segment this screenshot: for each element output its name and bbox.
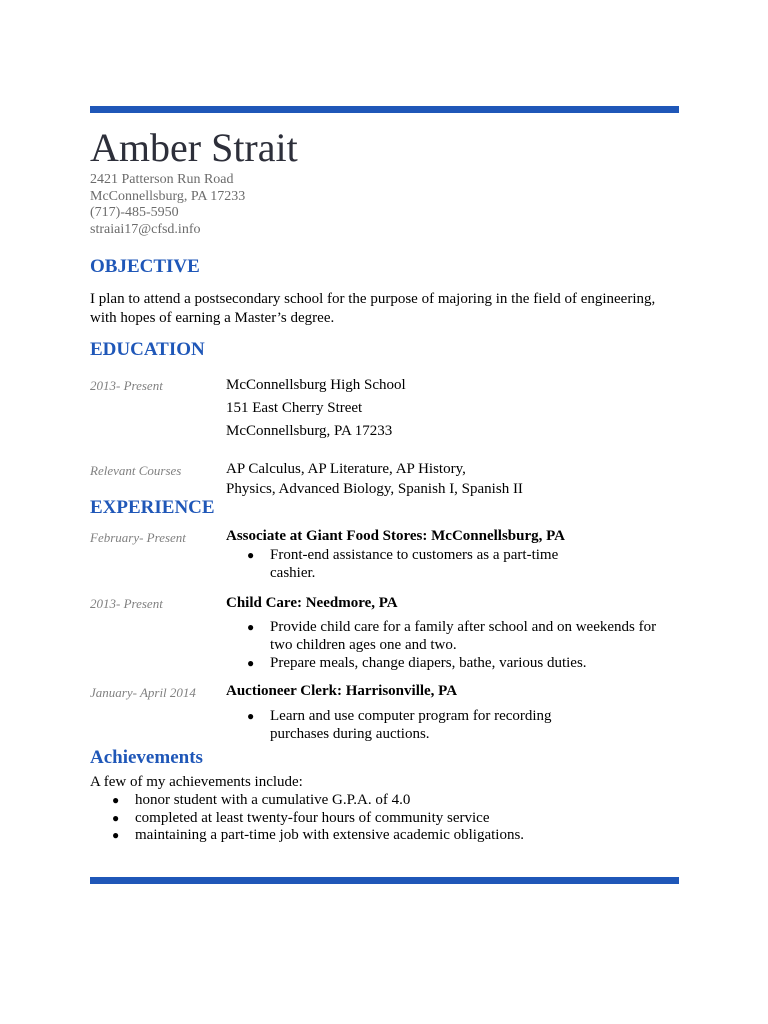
list-item: ● completed at least twenty-four hours of community service <box>112 810 524 828</box>
experience-heading: EXPERIENCE <box>90 497 215 518</box>
job-3-date: January- April 2014 <box>90 685 196 700</box>
list-item: ● maintaining a part-time job with extensive academic obligations. <box>112 827 524 845</box>
objective-text: I plan to attend a postsecondary school for the purpose of majoring in the field of engineering, with hopes of earning a Master’s degree. <box>90 291 656 326</box>
education-heading: EDUCATION <box>90 339 205 360</box>
top-divider <box>90 106 679 113</box>
school-street: 151 East Cherry Street <box>226 400 363 416</box>
job-3-bullets <box>247 707 567 743</box>
job-1-bullets <box>247 546 577 582</box>
courses-label: Relevant Courses <box>90 463 182 478</box>
job-2-bullets <box>247 618 667 672</box>
achievements-intro: A few of my achievements include: <box>90 774 303 790</box>
candidate-name: Amber Strait <box>90 125 298 170</box>
courses-line-2: Physics, Advanced Biology, Spanish I, Spanish II <box>226 480 523 497</box>
list-item: ● Prepare meals, change diapers, bathe, various duties. <box>247 654 667 672</box>
education-date: 2013- Present <box>90 378 163 393</box>
job-3-title: Auctioneer Clerk: Harrisonville, PA <box>226 683 458 699</box>
courses-line-1: AP Calculus, AP Literature, AP History, <box>226 461 466 477</box>
list-item: ● Learn and use computer program for recording purchases during auctions. <box>247 707 567 743</box>
achievements-list <box>112 792 524 845</box>
job-1-date: February- Present <box>90 530 186 545</box>
school-name: McConnellsburg High School <box>226 377 406 393</box>
address-line-1: 2421 Patterson Run Road <box>90 172 234 187</box>
courses-list <box>226 460 523 499</box>
list-item: ● honor student with a cumulative G.P.A. of 4.0 <box>112 792 524 810</box>
contact-block <box>90 172 245 238</box>
address-line-2: McConnellsburg, PA 17233 <box>90 188 246 204</box>
school-details <box>226 374 406 443</box>
achievements-heading: Achievements <box>90 747 203 768</box>
job-2-date: 2013- Present <box>90 596 163 611</box>
job-1-title: Associate at Giant Food Stores: McConnellsburg, PA <box>226 528 566 544</box>
email-address: straiai17@cfsd.info <box>90 221 201 237</box>
list-item: ● Front-end assistance to customers as a part-time cashier. <box>247 546 577 582</box>
job-2-title: Child Care: Needmore, PA <box>226 595 398 611</box>
bottom-divider <box>90 877 679 884</box>
objective-heading: OBJECTIVE <box>90 256 200 277</box>
phone-number: (717)-485-5950 <box>90 205 179 220</box>
school-city: McConnellsburg, PA 17233 <box>226 423 393 439</box>
list-item: ● Provide child care for a family after school and on weekends for two children ages one and two. <box>247 618 667 654</box>
